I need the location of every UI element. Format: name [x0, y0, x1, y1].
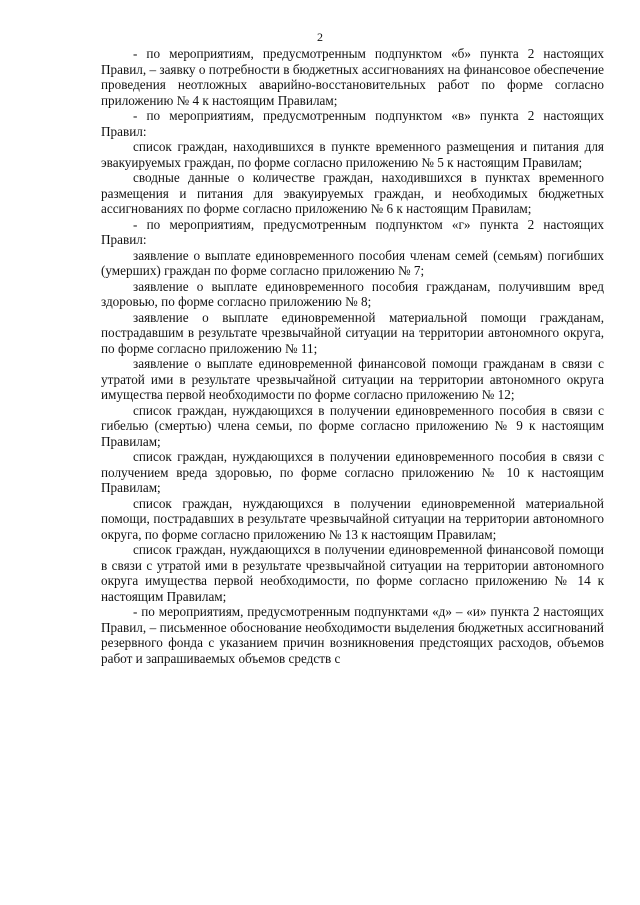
page-number: 2 — [317, 30, 323, 44]
paragraph-material-aid-list: список граждан, нуждающихся в получении единовременной материальной помощи, пострадавших в результате чрезвычайной ситуации на территории автономного округа, по форме согласно приложению № 13 к настоящим Правилам; — [101, 495, 604, 542]
paragraph-item-v-header: - по мероприятиям, предусмотренным подпунктом «в» пункта 2 настоящих Правил: — [101, 108, 604, 139]
paragraph-family-allowance-application: заявление о выплате единовременного пособия членам семей (семьям) погибших (умерших) граждан по форме согласно приложению № 7; — [101, 247, 604, 278]
paragraph-items-d-i-justification: - по мероприятиям, предусмотренным подпунктами «д» – «и» пункта 2 настоящих Правил, – письменное обоснование необходимости выделения бюджетных ассигнований резервного фонда с указанием причин возникновения предстоящих расходов, объемов работ и запрашиваемых объемов средств с — [101, 604, 604, 666]
paragraph-material-aid-application: заявление о выплате единовременной материальной помощи гражданам, пострадавшим в результате чрезвычайной ситуации на территории автономного округа, по форме согласно приложению № 11; — [101, 309, 604, 356]
paragraph-health-damage-application: заявление о выплате единовременного пособия гражданам, получившим вред здоровью, по форме согласно приложению № 8; — [101, 278, 604, 309]
paragraph-financial-aid-list: список граждан, нуждающихся в получении единовременной финансовой помощи в связи с утратой ими в результате чрезвычайной ситуации на территории автономного округа имущества первой необходимости, по форме согласно приложению № 14 к настоящим Правилам; — [101, 542, 604, 604]
document-body — [101, 46, 604, 666]
paragraph-evacuees-summary: сводные данные о количестве граждан, находившихся в пунктах временного размещения и питания для эвакуируемых граждан, и необходимых бюджетных ассигнованиях по форме согласно приложению № 6 к настоящим Правилам; — [101, 170, 604, 216]
paragraph-evacuees-list: список граждан, находившихся в пункте временного размещения и питания для эвакуируемых граждан, по форме согласно приложению № 5 к настоящим Правилам; — [101, 139, 604, 170]
paragraph-death-allowance-list: список граждан, нуждающихся в получении единовременного пособия в связи с гибелью (смертью) члена семьи, по форме согласно приложению № 9 к настоящим Правилам; — [101, 402, 604, 449]
paragraph-item-b-application: - по мероприятиям, предусмотренным подпунктом «б» пункта 2 настоящих Правил, – заявку о потребности в бюджетных ассигнованиях на финансовое обеспечение проведения неотложных аварийно-восстановительных работ по форме согласно приложению № 4 к настоящим Правилам; — [101, 46, 604, 108]
paragraph-item-g-header: - по мероприятиям, предусмотренным подпунктом «г» пункта 2 настоящих Правил: — [101, 216, 604, 247]
paragraph-financial-aid-application: заявление о выплате единовременной финансовой помощи гражданам в связи с утратой ими в результате чрезвычайной ситуации на территории автономного округа имущества первой необходимости по форме согласно приложению № 12; — [101, 356, 604, 402]
paragraph-health-allowance-list: список граждан, нуждающихся в получении единовременного пособия в связи с получением вреда здоровью, по форме согласно приложению № 10 к настоящим Правилам; — [101, 449, 604, 495]
